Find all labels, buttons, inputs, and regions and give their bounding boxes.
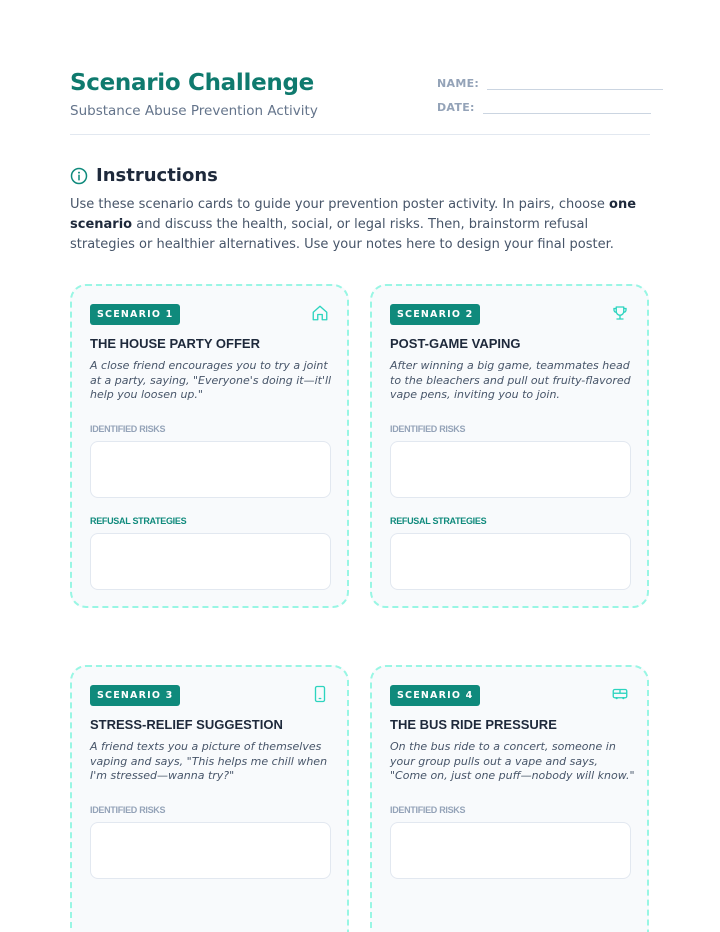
instructions-bold: one scenario <box>70 197 637 232</box>
scenario-card <box>70 665 349 932</box>
scenario-description: A close friend encourages you to try a joint at a party, saying, "Everyone's doing it—it'll help you loosen up." <box>90 359 332 401</box>
date-field[interactable] <box>437 100 651 114</box>
page-title: Scenario Challenge <box>70 70 314 96</box>
scenario-badge: SCENARIO 1 <box>90 304 180 325</box>
refusal-input[interactable] <box>90 533 331 590</box>
scenario-badge: SCENARIO 4 <box>390 685 480 706</box>
risks-input[interactable] <box>390 441 631 498</box>
phone-icon <box>311 685 329 703</box>
scenario-description: A friend texts you a picture of themselves vaping and says, "This helps me chill when I'm stressed—wanna try?" <box>90 740 328 782</box>
scenario-card <box>370 665 649 932</box>
scenario-description: After winning a big game, teammates head to the bleachers and pull out fruity-flavored vape pens, inviting you to join. <box>390 359 631 401</box>
scenario-title: STRESS-RELIEF SUGGESTION <box>90 717 283 732</box>
name-label: NAME: <box>437 77 480 90</box>
name-field[interactable] <box>437 76 663 90</box>
scenario-title: POST-GAME VAPING <box>390 336 521 351</box>
instructions-text-part: and discuss the health, social, or legal risks. Then, brainstorm refusal strategies or healthier alternatives. Use your notes here to design your final poster. <box>70 217 614 252</box>
refusal-label: REFUSAL STRATEGIES <box>90 516 187 526</box>
scenario-badge: SCENARIO 2 <box>390 304 480 325</box>
risks-label: IDENTIFIED RISKS <box>90 424 166 434</box>
risks-input[interactable] <box>90 441 331 498</box>
date-line[interactable] <box>483 100 651 114</box>
date-label: DATE: <box>437 101 475 114</box>
refusal-label: REFUSAL STRATEGIES <box>390 516 487 526</box>
risks-input[interactable] <box>390 822 631 879</box>
page-subtitle: Substance Abuse Prevention Activity <box>70 103 318 119</box>
instructions-text <box>70 195 650 255</box>
instructions-heading <box>70 165 218 186</box>
risks-input[interactable] <box>90 822 331 879</box>
scenario-title: THE HOUSE PARTY OFFER <box>90 336 260 351</box>
instructions-title: Instructions <box>96 165 218 186</box>
scenario-description: On the bus ride to a concert, someone in your group pulls out a vape and says, "Come on, just one puff—nobody will know." <box>390 740 635 782</box>
scenario-title: THE BUS RIDE PRESSURE <box>390 717 557 732</box>
scenario-card <box>70 284 349 608</box>
trophy-icon <box>611 304 629 322</box>
info-icon <box>70 167 88 185</box>
name-line[interactable] <box>487 76 663 90</box>
page-header <box>70 70 650 135</box>
refusal-input[interactable] <box>390 533 631 590</box>
risks-label: IDENTIFIED RISKS <box>90 805 166 815</box>
risks-label: IDENTIFIED RISKS <box>390 805 466 815</box>
risks-label: IDENTIFIED RISKS <box>390 424 466 434</box>
scenario-card <box>370 284 649 608</box>
home-icon <box>311 304 329 322</box>
instructions-text-part: Use these scenario cards to guide your prevention poster activity. In pairs, choose <box>70 197 610 212</box>
scenario-badge: SCENARIO 3 <box>90 685 180 706</box>
bus-icon <box>611 685 629 703</box>
